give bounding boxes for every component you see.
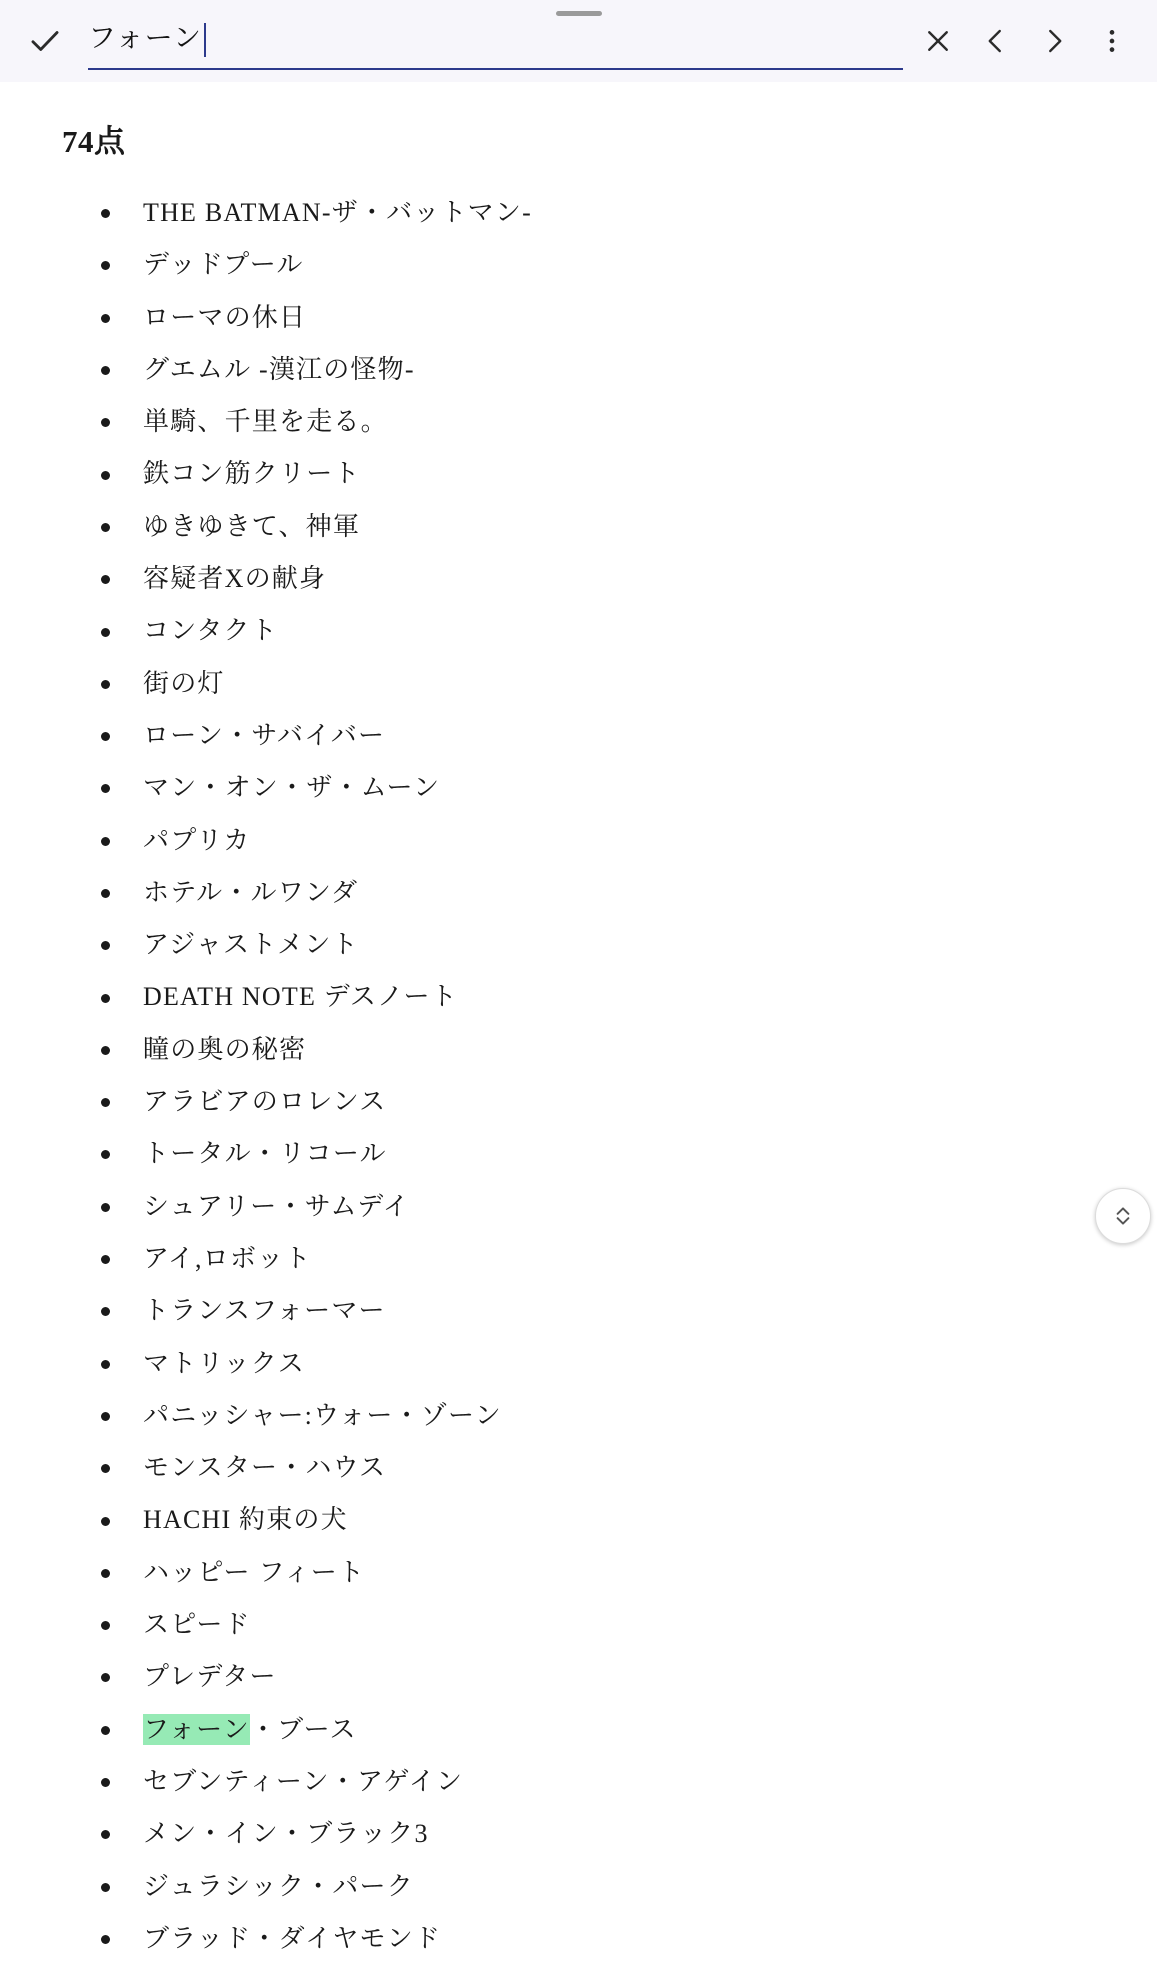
next-match-button[interactable] — [1025, 12, 1083, 70]
chevron-left-icon — [981, 26, 1011, 56]
list-item — [0, 1338, 1157, 1390]
list-item-label: アイ,ロボット — [143, 1243, 312, 1273]
list-item-label: 単騎、千里を走る。 — [143, 407, 388, 437]
more-vertical-icon — [1098, 27, 1126, 55]
list-item-label: セブンティーン・アゲイン — [143, 1766, 464, 1796]
page-title: 74点 — [62, 124, 126, 159]
list-item — [0, 1285, 1157, 1337]
list-item — [0, 1233, 1157, 1285]
chevron-right-icon — [1039, 26, 1069, 56]
list-item-label: パニッシャー:ウォー・ゾーン — [143, 1400, 502, 1430]
list-item — [0, 971, 1157, 1023]
list-item-label: 街の灯 — [143, 668, 225, 698]
list-item — [0, 239, 1157, 291]
previous-match-button[interactable] — [967, 12, 1025, 70]
list-item-label: デッドプール — [143, 250, 304, 280]
list-item — [0, 1494, 1157, 1546]
search-match-highlight: フォーン — [143, 1714, 250, 1744]
list-item — [0, 658, 1157, 710]
list-item — [0, 1704, 1157, 1756]
search-toolbar — [0, 0, 1157, 82]
list-item-label: DEATH NOTE デスノート — [143, 982, 458, 1012]
list-item — [0, 1181, 1157, 1233]
movie-list — [0, 187, 1157, 1965]
list-item-label: プレデター — [143, 1662, 277, 1692]
close-icon — [923, 26, 953, 56]
list-item-label: ローマの休日 — [143, 302, 307, 332]
list-item — [0, 1076, 1157, 1128]
list-item — [0, 1756, 1157, 1808]
overflow-menu-button[interactable] — [1083, 12, 1141, 70]
list-item — [0, 1547, 1157, 1599]
list-item-label: パプリカ — [143, 825, 251, 855]
list-item — [0, 762, 1157, 814]
list-item — [0, 292, 1157, 344]
list-item — [0, 1651, 1157, 1703]
list-item-label: スピード — [143, 1610, 251, 1640]
list-item-label: シュアリー・サムデイ — [143, 1191, 410, 1221]
list-item-label: トータル・リコール — [143, 1139, 387, 1169]
list-item-label: マン・オン・ザ・ムーン — [143, 773, 441, 803]
list-item-label: ジュラシック・パーク — [143, 1871, 414, 1901]
list-item-label: グエムル -漢江の怪物- — [143, 354, 415, 384]
list-item-label: THE BATMAN-ザ・バットマン- — [143, 198, 532, 227]
list-item — [0, 501, 1157, 553]
list-item-label: アラビアのロレンス — [143, 1087, 387, 1117]
list-item-label: 容疑者Xの献身 — [143, 564, 327, 594]
list-item — [0, 448, 1157, 500]
list-item-label: コンタクト — [143, 616, 278, 646]
list-item-label: アジャストメント — [143, 930, 359, 960]
list-item — [0, 1442, 1157, 1494]
list-item-label: HACHI 約束の犬 — [143, 1505, 348, 1535]
list-item — [0, 867, 1157, 919]
list-item — [0, 815, 1157, 867]
list-item-label: 瞳の奥の秘密 — [143, 1034, 307, 1064]
document-body — [0, 116, 1157, 1965]
list-item — [0, 605, 1157, 657]
list-item-label: 鉄コン筋クリート — [143, 459, 361, 489]
list-item — [0, 1861, 1157, 1913]
list-item-label: ハッピー フィート — [143, 1557, 366, 1587]
list-item-label: トランスフォーマー — [143, 1296, 386, 1326]
clear-search-button[interactable] — [909, 12, 967, 70]
list-item — [0, 553, 1157, 605]
text-caret — [204, 23, 206, 57]
list-item — [0, 1128, 1157, 1180]
confirm-search-button[interactable] — [16, 12, 74, 70]
search-input-value: フォーン — [88, 21, 203, 54]
list-item — [0, 1913, 1157, 1965]
list-item-label: モンスター・ハウス — [143, 1453, 387, 1483]
list-item-label: ローン・サバイバー — [143, 720, 386, 750]
list-item — [0, 1390, 1157, 1442]
check-icon — [28, 24, 62, 58]
list-item — [0, 187, 1157, 239]
list-item-label: ・ブース — [249, 1714, 357, 1744]
list-item — [0, 1808, 1157, 1860]
scroll-handle[interactable] — [1095, 1188, 1151, 1244]
list-item — [0, 919, 1157, 971]
list-item — [0, 344, 1157, 396]
list-item — [0, 396, 1157, 448]
scroll-thumb-icon — [1110, 1203, 1136, 1229]
list-item-label: ブラッド・ダイヤモンド — [143, 1923, 442, 1953]
list-item — [0, 1024, 1157, 1076]
list-item-label: マトリックス — [143, 1348, 305, 1378]
list-item-label: ホテル・ルワンダ — [143, 877, 359, 907]
list-item — [0, 710, 1157, 762]
list-item-label: ゆきゆきて、神軍 — [143, 511, 361, 541]
list-item-label: メン・イン・ブラック3 — [143, 1819, 429, 1849]
list-item — [0, 1599, 1157, 1651]
search-input[interactable] — [88, 12, 903, 70]
